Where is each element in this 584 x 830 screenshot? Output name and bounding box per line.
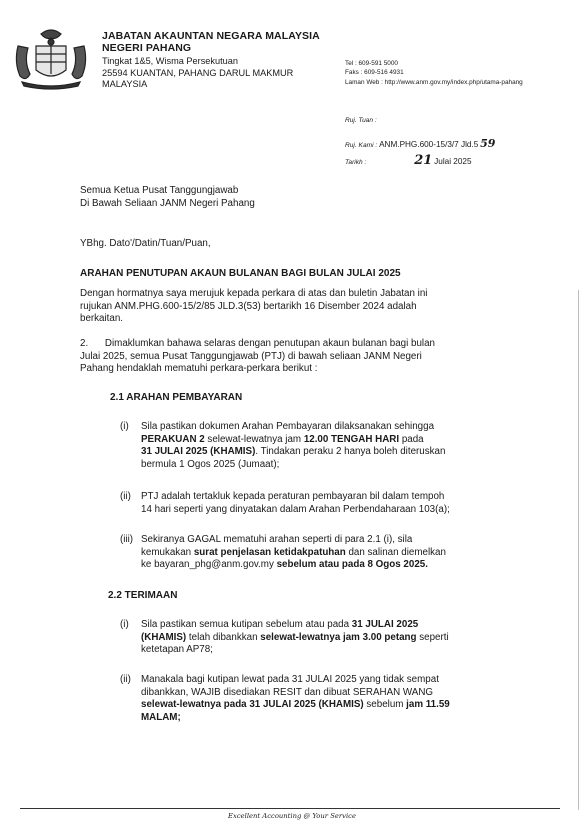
para-2-line: Pahang hendaklah mematuhi perkara-perkara berikut : [80, 363, 318, 374]
address-line: MALAYSIA [102, 79, 148, 89]
para-2 [80, 338, 500, 376]
item-text: . Tindakan peraku 2 hanya boleh diteruskan [255, 446, 446, 457]
agency-name [102, 30, 320, 54]
item-line: Sila pastikan dokumen Arahan Pembayaran dilaksanakan sehingga [141, 421, 435, 432]
address-line: 25594 KUANTAN, PAHANG DARUL MAKMUR [102, 67, 294, 78]
item-2-1-i-num: (i) [120, 421, 129, 432]
recipient-line: Semua Ketua Pusat Tanggungjawab [80, 185, 239, 196]
section-2-2-heading: 2.2 TERIMAAN [108, 590, 178, 601]
item-text: dan salinan diemelkan [345, 546, 446, 558]
contact-info [345, 59, 523, 87]
item-text: sebelum [363, 699, 407, 710]
web: Laman Web : http://www.anm.gov.my/index.php/utama-pahang [345, 78, 523, 86]
item-line: PTJ adalah tertakluk kepada peraturan pembayaran bil dalam tempoh [141, 491, 445, 502]
item-line: Sekiranya GAGAL mematuhi arahan seperti di para 2.1 (i), sila [141, 534, 413, 545]
recipient [80, 185, 255, 210]
item-line: MALAM; [141, 711, 181, 723]
scan-edge-line [578, 290, 579, 810]
ruj-kami [345, 137, 495, 150]
bold-text: PERAKUAN 2 [141, 433, 205, 445]
tel: Tel : 609-591 5000 [345, 60, 398, 67]
bold-text: (KHAMIS) [141, 631, 187, 643]
address-line: Tingkat 1&5, Wisma Persekutuan [102, 56, 238, 66]
ruj-kami-value: ANM.PHG.600-15/3/7 Jld.5 [379, 140, 479, 149]
item-2-1-iii [141, 534, 511, 572]
item-line: Manakala bagi kutipan lewat pada 31 JULAI 2025 yang tidak sempat [141, 674, 439, 685]
item-2-2-i-num: (i) [120, 619, 129, 630]
item-text: seperti [416, 631, 449, 643]
item-line: 14 hari seperti yang dinyatakan dalam Arahan Perbendaharaan 103(a); [141, 503, 450, 515]
subject: ARAHAN PENUTUPAN AKAUN BULANAN BAGI BULAN JULAI 2025 [80, 268, 401, 279]
jata-negara-crest-icon [8, 26, 94, 90]
item-2-2-i [141, 619, 511, 657]
tarikh-label: Tarikh : [345, 159, 367, 166]
item-text: pada [399, 433, 424, 445]
agency-line-1: JABATAN AKAUNTAN NEGARA MALAYSIA [102, 30, 320, 42]
faks: Faks : 609-516 4931 [345, 69, 404, 77]
item-text: kemukakan [141, 546, 194, 558]
tarikh-handwritten: 21 [414, 153, 433, 168]
bold-text: selewat-lewatnya pada 31 JULAI 2025 (KHAMIS) [141, 699, 364, 710]
section-2-1-heading: 2.1 ARAHAN PEMBAYARAN [110, 392, 243, 403]
bold-text: jam 11.59 [406, 699, 450, 710]
item-2-1-ii-num: (ii) [120, 491, 131, 502]
footer-tagline: Excellent Accounting @ Your Service [228, 812, 356, 820]
item-2-2-ii-num: (ii) [120, 674, 131, 685]
para-1-line: berkaitan. [80, 313, 124, 324]
tarikh-value: Julai 2025 [434, 157, 472, 166]
para-2-num: 2. [80, 338, 89, 349]
bold-text: sebelum atau pada 8 Ogos 2025. [276, 559, 428, 570]
item-line: bermula 1 Ogos 2025 (Jumaat); [141, 458, 280, 470]
item-text: selewat-lewatnya jam [204, 433, 304, 445]
item-2-1-i [141, 421, 501, 471]
para-2-line: Julai 2025, semua Pusat Tanggungjawab (PTJ) di bawah seliaan JANM Negeri [80, 350, 422, 362]
footer-divider [20, 808, 560, 809]
tarikh [345, 153, 472, 168]
para-2-line: Dimaklumkan bahawa selaras dengan penutupan akaun bulanan bagi bulan [104, 338, 435, 349]
item-text: telah dibankkan [186, 631, 261, 643]
bold-text: 31 JULAI 2025 [351, 619, 419, 630]
item-2-1-ii [141, 491, 511, 516]
agency-line-2: NEGERI PAHANG [102, 42, 192, 54]
ruj-kami-label: Ruj. Kami : [345, 142, 378, 149]
item-text: Sila pastikan semua kutipan sebelum atau pada [141, 619, 352, 630]
agency-address [102, 56, 293, 91]
salutation: YBhg. Dato'/Datin/Tuan/Puan, [80, 238, 211, 249]
ruj-tuan [345, 117, 377, 124]
ruj-kami-handwritten: 59 [480, 137, 496, 150]
recipient-line: Di Bawah Seliaan JANM Negeri Pahang [80, 197, 255, 209]
email-text: ke bayaran_phg@anm.gov.my [141, 559, 277, 570]
bold-text: selewat-lewatnya jam 3.00 petang [260, 631, 417, 643]
bold-text: surat penjelasan ketidakpatuhan [193, 546, 346, 558]
para-1 [80, 288, 500, 326]
bold-text: 12.00 TENGAH HARI [303, 433, 400, 445]
bold-text: 31 JULAI 2025 (KHAMIS) [141, 446, 256, 457]
item-2-1-iii-num: (iii) [120, 534, 134, 545]
item-line: ketetapan AP78; [141, 644, 213, 655]
item-2-2-ii [141, 674, 511, 724]
para-1-line: rujukan ANM.PHG.600-15/2/85 JLD.3(53) bertarikh 16 Disember 2024 adalah [80, 300, 417, 312]
para-1-line: Dengan hormatnya saya merujuk kepada perkara di atas dan buletin Jabatan ini [80, 288, 428, 299]
ruj-tuan-label: Ruj. Tuan : [345, 117, 377, 124]
item-line: dibankkan, WAJIB disediakan RESIT dan dibuat SERAHAN WANG [141, 686, 434, 698]
